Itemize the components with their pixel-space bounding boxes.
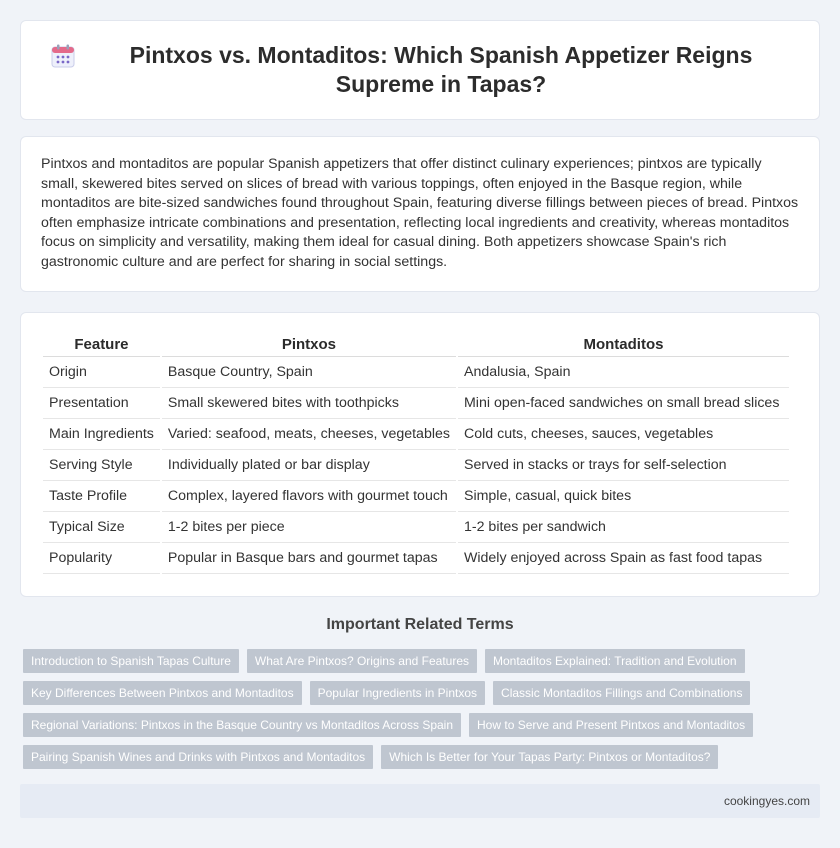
comparison-table bbox=[41, 333, 791, 574]
table-row bbox=[43, 419, 789, 450]
cell-montaditos: Widely enjoyed across Spain as fast food tapas bbox=[458, 543, 789, 574]
cell-pintxos: Varied: seafood, meats, cheeses, vegetables bbox=[162, 419, 456, 450]
title-card bbox=[20, 20, 820, 120]
table-row bbox=[43, 388, 789, 419]
cell-feature: Presentation bbox=[43, 388, 160, 419]
cell-montaditos: Mini open-faced sandwiches on small bread slices bbox=[458, 388, 789, 419]
intro-paragraph: Pintxos and montaditos are popular Spanish appetizers that offer distinct culinary experiences; pintxos are typically small, skewered bites served on slices of bread with various toppings, often enjoyed in the Basque region, while montaditos are bite-sized sandwiches found throughout Spain, featuring diverse fillings between pieces of bread. Pintxos often emphasize intricate combinations and presentation, reflecting local ingredients and creativity, whereas montaditos focus on simplicity and versatility, making them ideal for casual dining. Both appetizers showcase Spain's rich gastronomic culture and are perfect for sharing in social settings. bbox=[41, 156, 799, 270]
cell-feature: Typical Size bbox=[43, 512, 160, 543]
related-term-link[interactable]: Pairing Spanish Wines and Drinks with Pintxos and Montaditos bbox=[23, 745, 373, 769]
table-header-row bbox=[43, 333, 789, 357]
table-row bbox=[43, 481, 789, 512]
footer bbox=[20, 784, 820, 818]
cell-montaditos: Simple, casual, quick bites bbox=[458, 481, 789, 512]
related-term-link[interactable]: Introduction to Spanish Tapas Culture bbox=[23, 649, 239, 673]
cell-pintxos: Complex, layered flavors with gourmet touch bbox=[162, 481, 456, 512]
tag-row bbox=[23, 745, 823, 769]
header-pintxos: Pintxos bbox=[162, 333, 456, 357]
cell-pintxos: Basque Country, Spain bbox=[162, 357, 456, 388]
tag-row bbox=[23, 713, 823, 737]
related-term-link[interactable]: What Are Pintxos? Origins and Features bbox=[247, 649, 477, 673]
cell-montaditos: Served in stacks or trays for self-selection bbox=[458, 450, 789, 481]
related-terms-title: Important Related Terms bbox=[326, 616, 514, 633]
calendar-icon bbox=[50, 43, 76, 69]
page-title: Pintxos vs. Montaditos: Which Spanish Appetizer Reigns Supreme in Tapas? bbox=[129, 42, 753, 97]
cell-feature: Origin bbox=[43, 357, 160, 388]
related-term-link[interactable]: Montaditos Explained: Tradition and Evolution bbox=[485, 649, 745, 673]
cell-feature: Popularity bbox=[43, 543, 160, 574]
cell-montaditos: Andalusia, Spain bbox=[458, 357, 789, 388]
comparison-card bbox=[20, 312, 820, 597]
table-row bbox=[43, 357, 789, 388]
intro-card bbox=[20, 136, 820, 292]
table-row bbox=[43, 543, 789, 574]
related-term-link[interactable]: Classic Montaditos Fillings and Combinations bbox=[493, 681, 750, 705]
cell-montaditos: Cold cuts, cheeses, sauces, vegetables bbox=[458, 419, 789, 450]
table-row bbox=[43, 512, 789, 543]
title-wrap bbox=[50, 41, 790, 99]
cell-pintxos: Popular in Basque bars and gourmet tapas bbox=[162, 543, 456, 574]
footer-site[interactable]: cookingyes.com bbox=[723, 794, 810, 808]
cell-feature: Taste Profile bbox=[43, 481, 160, 512]
cell-montaditos: 1-2 bites per sandwich bbox=[458, 512, 789, 543]
header-feature: Feature bbox=[43, 333, 160, 357]
cell-feature: Serving Style bbox=[43, 450, 160, 481]
cell-feature: Main Ingredients bbox=[43, 419, 160, 450]
table-row bbox=[43, 450, 789, 481]
tag-row bbox=[23, 649, 823, 673]
related-term-link[interactable]: Popular Ingredients in Pintxos bbox=[310, 681, 485, 705]
related-term-link[interactable]: Which Is Better for Your Tapas Party: Pintxos or Montaditos? bbox=[381, 745, 718, 769]
cell-pintxos: Individually plated or bar display bbox=[162, 450, 456, 481]
tag-row bbox=[23, 681, 823, 705]
related-term-link[interactable]: How to Serve and Present Pintxos and Montaditos bbox=[469, 713, 753, 737]
cell-pintxos: 1-2 bites per piece bbox=[162, 512, 456, 543]
cell-pintxos: Small skewered bites with toothpicks bbox=[162, 388, 456, 419]
related-term-link[interactable]: Regional Variations: Pintxos in the Basque Country vs Montaditos Across Spain bbox=[23, 713, 461, 737]
related-term-link[interactable]: Key Differences Between Pintxos and Montaditos bbox=[23, 681, 302, 705]
header-montaditos: Montaditos bbox=[458, 333, 789, 357]
related-terms-list bbox=[23, 649, 823, 777]
